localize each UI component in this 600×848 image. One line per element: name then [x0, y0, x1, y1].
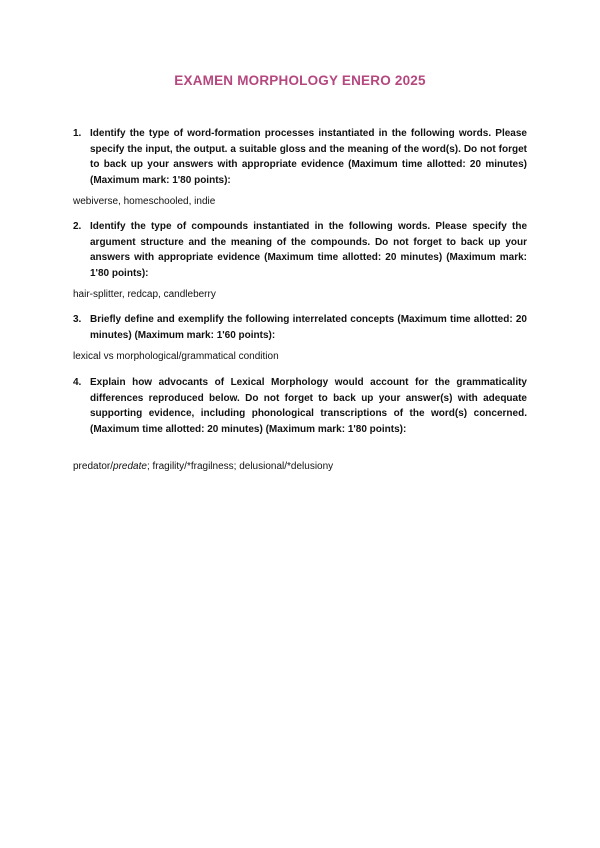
- question-text: Identify the type of compounds instantiated in the following words. Please specify the argument structure and the meaning of the compounds. Do not forget to back up your answers with appropriate evidence (Maximum time allotted: 20 minutes) (Maximum mark: 1'80 points):: [90, 221, 527, 280]
- question-text: Briefly define and exemplify the following interrelated concepts (Maximum time allotted: 20 minutes) (Maximum mark: 1'60 points):: [90, 314, 527, 341]
- item-part: ; fragility/*fragilness; delusional/*delusiony: [146, 461, 334, 472]
- item-part: predator/: [73, 461, 114, 472]
- question-1-items: webiverse, homeschooled, indie: [73, 196, 216, 207]
- question-number: 1.: [73, 128, 82, 139]
- question-1: [73, 126, 527, 189]
- question-text: Identify the type of word-formation processes instantiated in the following words. Please specify the input, the output. a suitable gloss and the meaning of the word(s). Do not forget to back up your answers with appropriate evidence (Maximum time allotted: 20 minutes) (Maximum mark: 1'80 points):: [90, 128, 527, 187]
- question-2-items: hair-splitter, redcap, candleberry: [73, 289, 216, 300]
- question-3: [73, 312, 527, 343]
- question-4: [73, 375, 527, 438]
- question-number: 3.: [73, 314, 82, 325]
- question-number: 4.: [73, 377, 82, 388]
- question-4-items: [73, 460, 333, 474]
- question-number: 2.: [73, 221, 82, 232]
- item-part-italic: predate: [113, 461, 147, 472]
- page-title: EXAMEN MORPHOLOGY ENERO 2025: [174, 73, 426, 88]
- question-text: Explain how advocants of Lexical Morphology would account for the grammaticality differences reproduced below. Do not forget to back up your answer(s) with adequate supporting evidence, including phonological transcriptions of the word(s) concerned. (Maximum time allotted: 20 minutes) (Maximum mark: 1'80 points):: [90, 377, 527, 436]
- question-3-items: lexical vs morphological/grammatical condition: [73, 351, 279, 362]
- question-2: [73, 219, 527, 282]
